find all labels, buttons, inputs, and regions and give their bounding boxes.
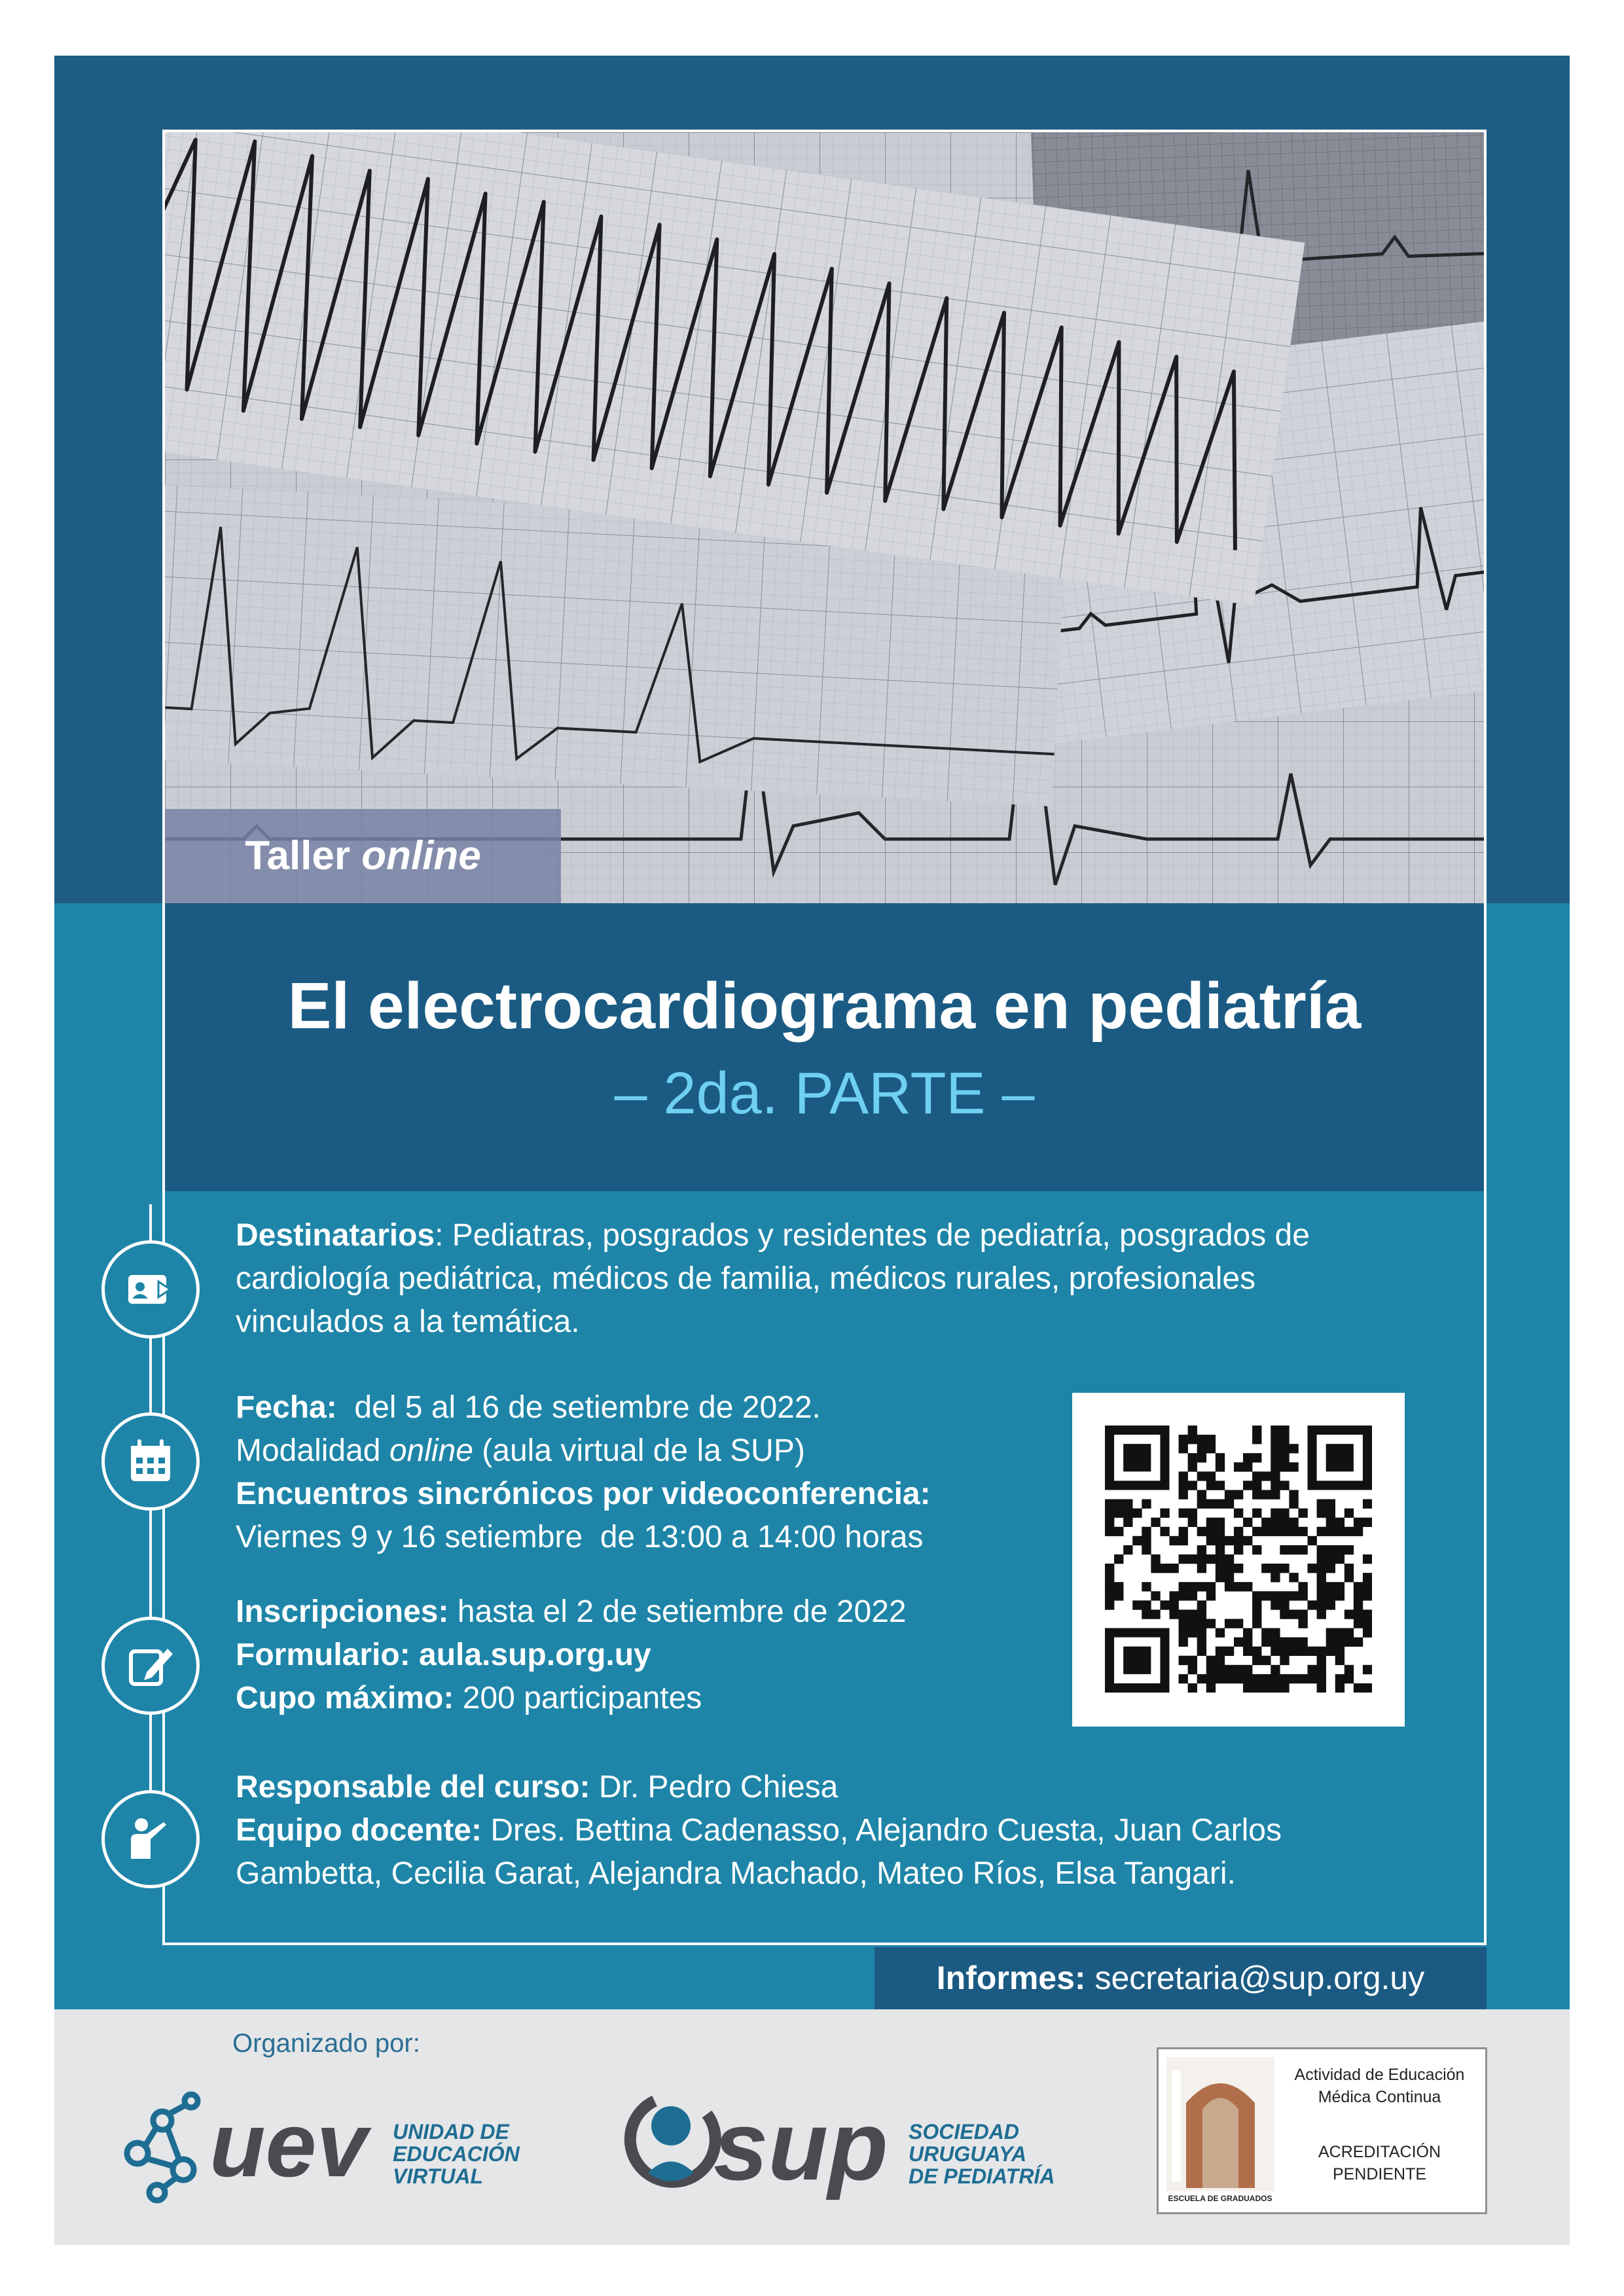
encuentros-value: Viernes 9 y 16 setiembre de 13:00 a 14:00 horas [236,1520,924,1554]
uev-logo [118,2081,550,2212]
equipo-value: Dres. Bettina Cadenasso, Alejandro Cuesta, Juan Carlos Gambetta, Cecilia Garat, Alejandra Machado, Mateo Ríos, Elsa Tangari. [236,1813,1282,1891]
inscripciones-label: Inscripciones: [236,1594,449,1629]
inscripciones-section [236,1590,1021,1720]
badge-bold-text: Taller [245,833,350,878]
encuentros-label: Encuentros sincrónicos por videoconferencia: [236,1477,931,1511]
inscripciones-value: hasta el 2 de setiembre de 2022 [448,1594,907,1629]
cupo-value: 200 participantes [454,1681,702,1715]
escuela-graduados-emblem [1166,2057,1274,2204]
calendar-icon [101,1412,200,1511]
modalidad-pre: Modalidad [236,1433,389,1468]
cupo-label: Cupo máximo: [236,1681,454,1715]
accred-line3: ACREDITACIÓN [1318,2143,1441,2161]
qr-code-icon [1105,1426,1372,1693]
destinatarios-section [236,1214,1335,1344]
responsable-label: Responsable del curso: [236,1770,590,1804]
fecha-section [236,1386,1021,1559]
page-subtitle: – 2da. PARTE – [614,1061,1035,1126]
sup-line3: DE PEDIATRÍA [909,2164,1055,2188]
qr-code[interactable] [1072,1393,1405,1727]
destinatarios-text: : Pediatras, posgrados y residentes de pediatría, posgrados de cardiología pediátrica, médicos de familia, médicos rurales, profesionales vinculados a la temática. [236,1218,1310,1339]
id-card-icon [101,1240,200,1338]
informes-label: Informes: [936,1960,1086,1996]
informes-email-link[interactable]: secretaria@sup.org.uy [1085,1960,1425,1996]
formulario-link[interactable]: aula.sup.org.uy [410,1638,651,1672]
destinatarios-label: Destinatarios [236,1218,435,1253]
page-title: El electrocardiograma en pediatría [287,969,1362,1043]
modalidad-post: (aula virtual de la SUP) [473,1433,805,1468]
organizado-label: Organizado por: [232,2029,420,2058]
accred-line1: Actividad de Educación [1294,2066,1465,2084]
uev-line1: UNIDAD DE [393,2120,509,2144]
uev-line2: EDUCACIÓN [393,2142,520,2166]
badge-italic-text: online [361,833,481,878]
formulario-label: Formulario: [236,1638,410,1672]
teacher-icon [101,1790,200,1888]
accreditation-box [1157,2047,1487,2214]
school-name: ESCUELA DE GRADUADOS [1168,2194,1272,2203]
equipo-label: Equipo docente: [236,1813,482,1848]
uev-line3: VIRTUAL [393,2164,484,2188]
fecha-label: Fecha: [236,1390,337,1425]
sup-line2: URUGUAYA [909,2142,1027,2166]
informes-bar [875,1947,1487,2009]
fecha-value: del 5 al 16 de setiembre de 2022. [336,1390,821,1425]
edit-form-icon [101,1617,200,1715]
informes-text [875,1947,1487,2009]
uev-word: uev [209,2093,368,2196]
accred-line2: Médica Continua [1318,2088,1441,2106]
responsable-value: Dr. Pedro Chiesa [590,1770,839,1804]
sup-word: sup [713,2090,888,2200]
modalidad-italic: online [389,1433,473,1468]
responsable-section [236,1766,1362,1895]
accred-line4: PENDIENTE [1332,2165,1427,2183]
sup-line1: SOCIEDAD [909,2120,1019,2144]
sup-logo [609,2075,1080,2212]
